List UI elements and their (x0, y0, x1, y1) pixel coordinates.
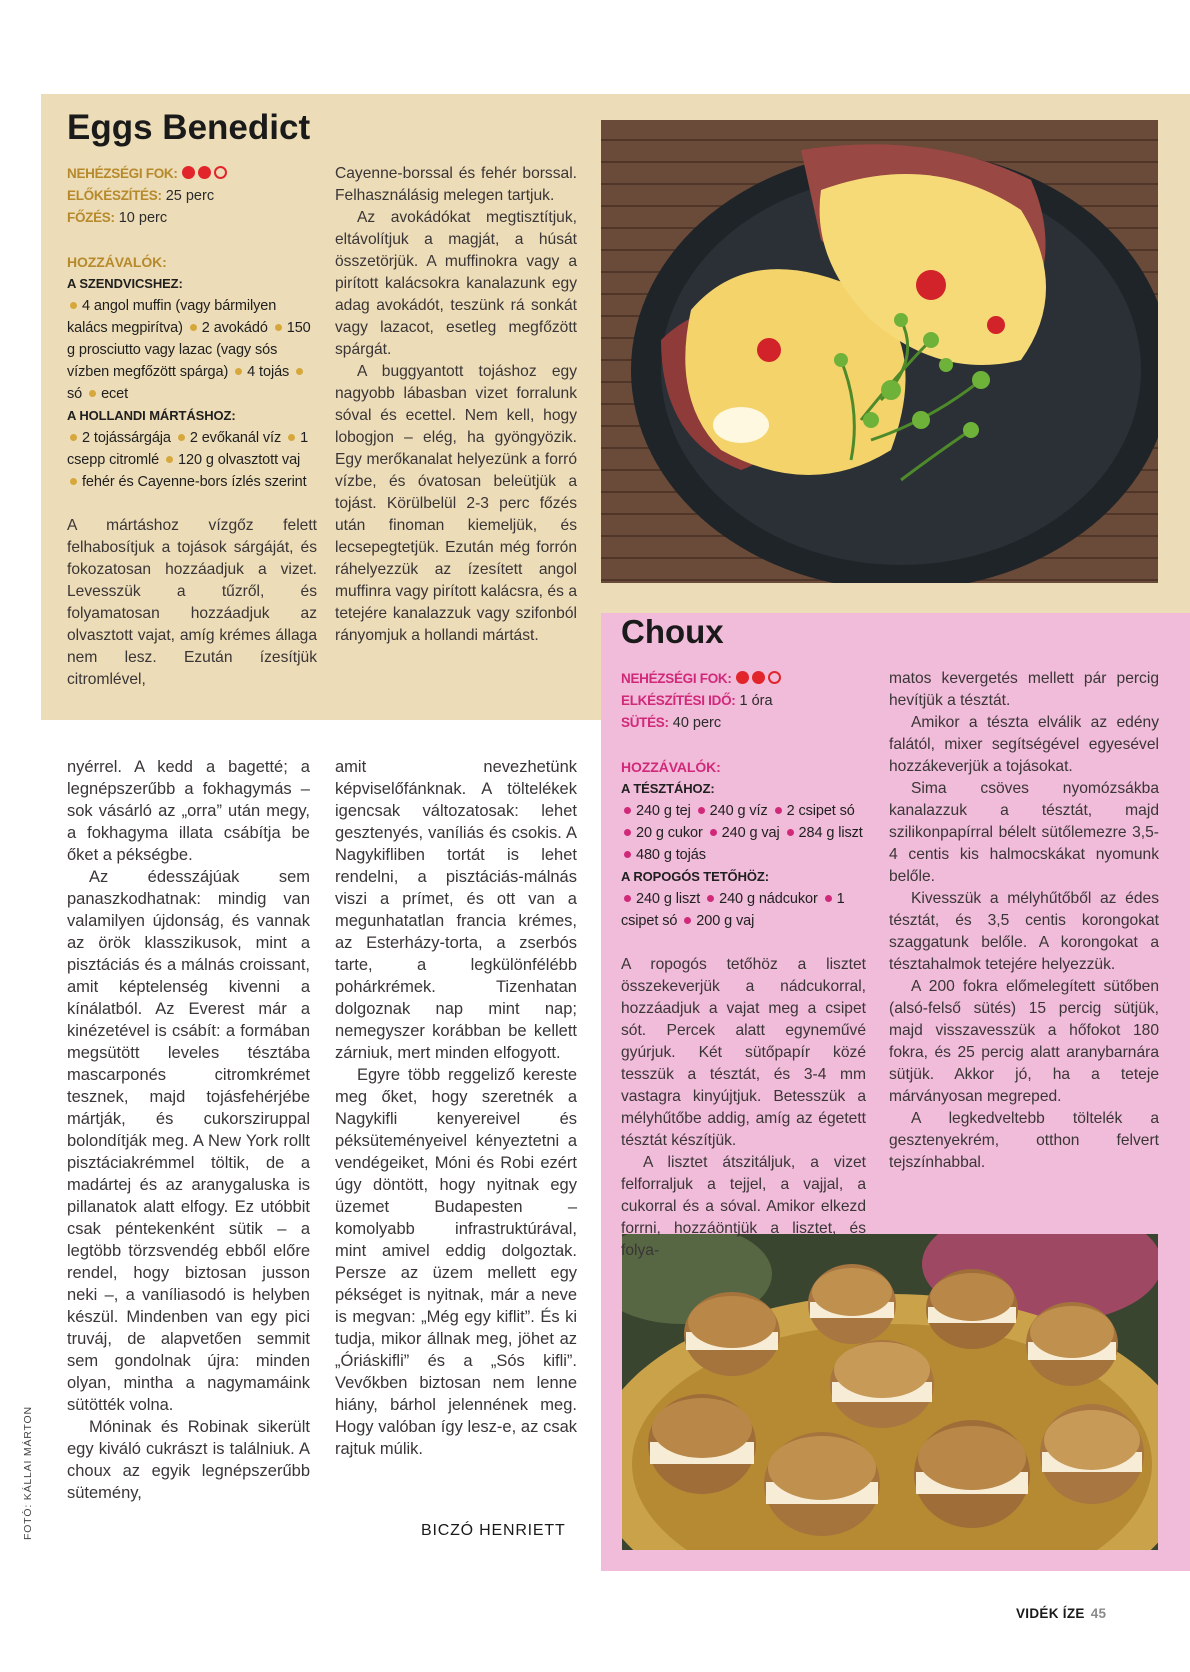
eggs-recipe-meta (67, 163, 317, 229)
bullet-icon (89, 390, 96, 397)
ingredient: 20 g cukor (636, 825, 703, 841)
ingredients-heading: HOZZÁVALÓK: (67, 254, 167, 270)
page-number: 45 (1090, 1606, 1107, 1621)
bake-value: 40 perc (672, 715, 722, 731)
bullet-icon (166, 456, 173, 463)
bullet-icon (178, 434, 185, 441)
prep-label: ELŐKÉSZÍTÉS: (67, 188, 162, 203)
bullet-icon (710, 829, 717, 836)
eggs-recipe-column-2 (335, 163, 577, 647)
eggs-ingredients (67, 251, 317, 493)
article-paragraph: Egyre több reggeliző kereste meg őket, hogy szeretnék a Nagykifli kenyereivel és péksüteményeivel kényeztetni a vendégeiket, Móni és Robi ezért úgy döntött, hogy nyitnak egy üzemet Budapesten – komolyabb infrastruktúrával, mint amivel eddig dolgoztak. Persze az üzem mellett egy pékséget is nyitnak, már a neve is megvan: „Még egy kiflit”. És ki tudja, mikor állnak meg, jöhet az „Óriáskifli” és a „Sós kifli”. Vevőkben biztosan nem lenne hiány, bárhol jelennének meg. Hogy valóban így lesz-e, az csak rajtuk múlik. (335, 1066, 577, 1458)
ingredient: ecet (101, 386, 129, 402)
prep-value: 25 perc (165, 188, 215, 204)
choux-method-paragraph: Amikor a tészta elválik az edény falától, mixer segítségével egyesével hozzákeverjük a tojásokat. (889, 714, 1159, 775)
choux-ingredients (621, 756, 866, 932)
bullet-icon (624, 807, 631, 814)
bullet-icon (296, 368, 303, 375)
choux-method-paragraph: Kivesszük a mélyhűtőből az édes tésztát, és 3,5 centis korongokat szaggatunk belőle. A korongokat a tésztahalmok tetejére helyezzük. (889, 890, 1159, 973)
bullet-icon (825, 895, 832, 902)
ingredient: 4 angol muffin (vagy bármilyen kalács megpirítva) (67, 298, 277, 336)
ingredient: 120 g olvasztott vaj (178, 452, 301, 468)
page-footer (1016, 1606, 1106, 1621)
ingredient: 1 csepp citromlé (67, 430, 309, 468)
difficulty-dot-filled (752, 671, 765, 684)
choux-method-paragraph: A lisztet átszitáljuk, a vizet felforraljuk a tejjel, a vajjal, a cukorral és a sóval. Amikor elkezd forrni, hozzáöntjük a lisztet, és folya- (621, 1154, 866, 1259)
bullet-icon (698, 807, 705, 814)
ingredient: 1 csipet só (621, 891, 845, 929)
difficulty-rating (182, 166, 230, 182)
sandwich-ingredient-list (67, 295, 317, 405)
choux-method-paragraph: matos kevergetés mellett pár percig hevítjük a tésztát. (889, 670, 1159, 709)
eggs-method-paragraph: Cayenne-borssal és fehér borssal. Felhasználásig melegen tartjuk. (335, 165, 577, 204)
prep-label: ELKÉSZÍTÉSI IDŐ: (621, 693, 736, 708)
hollandaise-ingredient-list (67, 427, 317, 493)
bullet-icon (787, 829, 794, 836)
bullet-icon (275, 324, 282, 331)
cook-value: 10 perc (118, 210, 168, 226)
ingredient: fehér és Cayenne-bors ízlés szerint (82, 474, 307, 490)
choux-title: Choux (621, 613, 724, 650)
bullet-icon (70, 434, 77, 441)
article-column-1 (67, 756, 310, 1504)
ingredient: 4 tojás (247, 364, 290, 380)
choux-recipe-meta (621, 668, 866, 734)
eggs-recipe-column-1 (67, 163, 317, 691)
ingredient: 200 g vaj (696, 913, 755, 929)
article-paragraph: Az édesszájúak sem panaszkodhatnak: mindig van valamilyen újdonság, és vannak az örök klasszikusok, mint a pisztáciás és a málnás croissant, amit képtelenség kivenni a kínálatból. Az Everest már a kinézetével is csábít: a formában megsütött leveles tésztába mascarponés citromkrémet tesznek, majd tojásfehérjébe mártják, és cukorsziruppal bolondítják meg. A New York rollt pisztáciakrémmel töltik, de a madártej és az aranygaluska is pillanatok alatt elfogy. Ez utóbbit csak péntekenként sütik – a legtöbb törzsvendég ebből előre rendel, hogy biztosan jusson neki –, a vaníliasodó is helyben készül. Mindenben van egy pici truváj, de alapvetően semmit sem gondolnak újra: minden olyan, mintha a nagymamáink sütötték volna. (67, 868, 310, 1414)
ingredient: 2 evőkanál víz (189, 430, 282, 446)
cook-label: FŐZÉS: (67, 210, 115, 225)
dough-ingredient-list (621, 800, 866, 866)
ingredient: 2 avokádó (201, 320, 268, 336)
choux-method-paragraph: A 200 fokra előmelegített sütőben (alsó-felső sütés) 15 percig sütjük, majd visszavesszük a hőfokot 180 fokra, és 25 percig alatt aranybarnára sütjük. Akkor jó, ha a teteje márványosan megreped. (889, 978, 1159, 1105)
ingredient: 150 g prosciutto vagy lazac (vagy sós vízben megfőzött spárga) (67, 320, 311, 380)
bullet-icon (235, 368, 242, 375)
difficulty-label: NEHÉZSÉGI FOK: (67, 166, 178, 181)
choux-photo (622, 1234, 1158, 1550)
ingredients-heading: HOZZÁVALÓK: (621, 759, 721, 775)
bake-label: SÜTÉS: (621, 715, 669, 730)
choux-recipe-column-1 (621, 668, 866, 1262)
choux-method-paragraph: A legkedveltebb töltelék a gesztenyekrém, otthon felvert tejszínhabbal. (889, 1110, 1159, 1171)
ingredient: 240 g tej (636, 803, 691, 819)
ingredient: 2 tojássárgája (82, 430, 171, 446)
prep-value: 1 óra (739, 693, 773, 709)
photo-credit: FOTÓ: KÁLLAI MÁRTON (22, 1406, 34, 1540)
sandwich-heading: A SZENDVICSHEZ: (67, 276, 183, 291)
difficulty-label: NEHÉZSÉGI FOK: (621, 671, 732, 686)
bullet-icon (70, 302, 77, 309)
ingredient: 284 g liszt (798, 825, 863, 841)
ingredient: 2 csipet só (786, 803, 855, 819)
bullet-icon (624, 851, 631, 858)
difficulty-dot-filled (198, 166, 211, 179)
difficulty-dot-empty (768, 671, 781, 684)
eggs-benedict-title: Eggs Benedict (67, 108, 311, 147)
topping-ingredient-list (621, 888, 866, 932)
ingredient: 240 g liszt (636, 891, 701, 907)
magazine-name: VIDÉK ÍZE (1016, 1606, 1085, 1621)
bullet-icon (288, 434, 295, 441)
eggs-method-paragraph: A buggyantott tojáshoz egy nagyobb lábasban vizet forralunk sóval és ecettel. Nem kell, hogy lobogjon – elég, ha gyöngyözik. Egy merőkanalat helyezünk a forró vízbe, és óvatosan beleütjük a tojást. Körülbelül 2-3 perc főzés után finoman kiemeljük, és lecsepegtetjük. Ezután még forrón ráhelyezzük az ízesített angol muffinra vagy pirított kalácsra, és a tetejére kanalazzuk vagy szifonból rányomjuk a hollandi mártást. (335, 363, 577, 644)
ingredient: 240 g vaj (721, 825, 780, 841)
bullet-icon (775, 807, 782, 814)
difficulty-rating (736, 671, 784, 687)
ingredient: 480 g tojás (636, 847, 706, 863)
dough-heading: A TÉSZTÁHOZ: (621, 781, 715, 796)
bullet-icon (70, 478, 77, 485)
article-column-2 (335, 756, 577, 1460)
choux-recipe-column-2 (889, 668, 1159, 1174)
topping-heading: A ROPOGÓS TETŐHÖZ: (621, 869, 769, 884)
difficulty-dot-filled (182, 166, 195, 179)
difficulty-dot-filled (736, 671, 749, 684)
choux-method-paragraph: A ropogós tetőhöz a lisztet összekeverjük a nádcukorral, hozzáadjuk a vajat meg a csipet sót. Percek alatt egyneművé gyúrjuk. Két sütőpapír közé tesszük a tésztát, és 3-4 mm vastagra kinyújtjuk. Betesszük a mélyhűtőbe addig, amíg az égetett tésztát készítjük. (621, 956, 866, 1149)
bullet-icon (190, 324, 197, 331)
article-paragraph: Móninak és Robinak sikerült egy kiváló cukrászt is találniuk. A choux az egyik legnépszerűbb sütemény, (67, 1418, 310, 1502)
ingredient: 240 g víz (709, 803, 768, 819)
eggs-benedict-photo (601, 120, 1158, 583)
eggs-method-paragraph: A mártáshoz vízgőz felett felhabosítjuk a tojások sárgáját, és fokozatosan hozzáadjuk a vizet. Levesszük a tűzről, és folyamatosan hozzáadjuk az olvasztott vajat, amíg krémes állaga nem lesz. Ezután ízesítjük citromlével, (67, 517, 317, 688)
author-byline: BICZÓ HENRIETT (421, 1522, 566, 1539)
hollandaise-heading: A HOLLANDI MÁRTÁSHOZ: (67, 408, 236, 423)
bullet-icon (624, 829, 631, 836)
difficulty-dot-empty (214, 166, 227, 179)
article-paragraph: amit nevezhetünk képviselőfánknak. A töltelékek igencsak változatosak: lehet gesztenyés, vaníliás és csokis. A Nagykifliben tortát is lehet rendelni, a pisztáciás-málnás viszi a prímet, és ott van a megunhatatlan francia krémes, az Esterházy-torta, a zserbós tarte, a legkülönfélébb pohárkrémek. Tizenhatan dolgoznak nap mint nap; nemegyszer korábban be kellett zárniuk, mert minden elfogyott. (335, 758, 577, 1062)
ingredient: só (67, 386, 83, 402)
bullet-icon (624, 895, 631, 902)
eggs-method-paragraph: Az avokádókat megtisztítjuk, eltávolítjuk a magját, a húsát összetörjük. A muffinokra vagy a pirított kalácsokra kanalazunk egy adag avokádót, teszünk rá sonkát vagy lazacot, esetleg megfőzött spárgát. (335, 209, 577, 358)
bullet-icon (684, 917, 691, 924)
bullet-icon (707, 895, 714, 902)
ingredient: 240 g nádcukor (719, 891, 818, 907)
article-paragraph: nyérrel. A kedd a bagetté; a legnépszerűbb a fokhagymás – sok vásárló az „orra” után megy, a fokhagyma illata csábítja be őket a pékségbe. (67, 758, 310, 864)
choux-method-paragraph: Sima csöves nyomózsákba kanalazzuk a tésztát, majd szilikonpapírral bélelt sütőlemezre 3,5-4 centis kis halmocskákat nyomunk belőle. (889, 780, 1159, 885)
